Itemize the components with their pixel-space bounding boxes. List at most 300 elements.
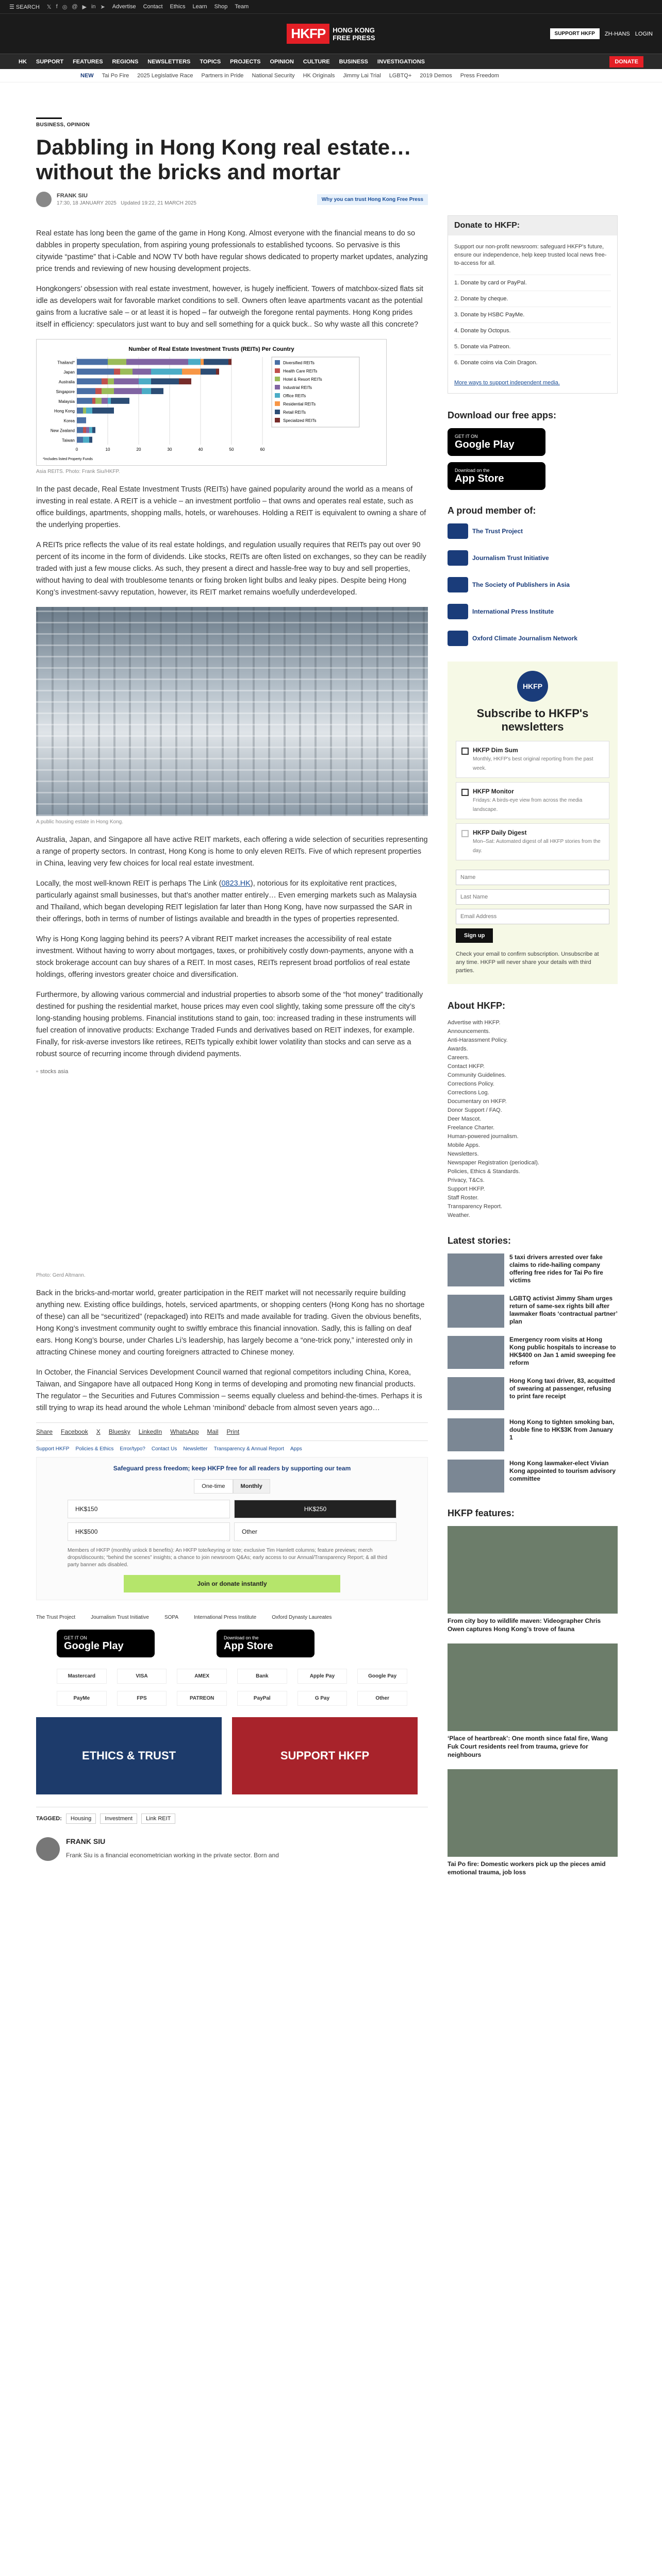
about-link[interactable]: Announcements. [448,1028,490,1035]
category-label: Taiwan [62,438,75,443]
nav-support[interactable]: SUPPORT [36,58,64,65]
frequency-toggle [47,1479,417,1494]
story-thumbnail[interactable] [448,1253,504,1286]
bar-segment [86,408,92,414]
nav-regions[interactable]: REGIONS [112,58,139,65]
payment-amex[interactable]: AMEX [177,1669,227,1684]
trending-item[interactable]: Press Freedom [460,72,499,79]
story-thumbnail[interactable] [448,1336,504,1369]
payment-applepay[interactable]: Apple Pay [297,1669,347,1684]
logo-sopa[interactable]: SOPA [164,1615,179,1620]
story-thumbnail[interactable] [448,1418,504,1451]
top-link-contact[interactable]: Contact [143,4,163,10]
paragraph: Australia, Japan, and Singapore all have active REIT markets, each offering a wide selection of securities representing a range of property sectors. In contrast, Hong Kong is home to only eleven REITs. Five of which represent properties in China, leaving very few choices for local real estate investment. [36,836,428,868]
sidebar [448,117,618,1887]
newsletter-check-note: Check your email to confirm subscription. Unsubscribe at any time. HKFP will never share your details with third parties. [456,951,599,974]
member-icon [448,523,468,539]
feature-image[interactable] [448,1769,618,1857]
about-link[interactable]: Deer Mascot. [448,1116,482,1122]
amount-option[interactable]: HK$500 [68,1522,230,1541]
trending-item[interactable]: 2019 Demos [420,72,452,79]
promo-banners [36,1717,428,1794]
support-link[interactable]: Error/typo? [120,1446,145,1452]
feature-title[interactable]: Tai Po fire: Domestic workers pick up the pieces amid emotional trauma, job loss [448,1860,606,1876]
legend-label: Industrial REITs [283,385,312,390]
badge-small: GET IT ON [455,434,478,439]
share-whatsapp[interactable]: WhatsApp [170,1428,199,1435]
paragraph: In the past decade, Real Estate Investment Trusts (REITs) have gained popularity around the world as a means of investing in real estate. A REIT is a vehicle – an investment portfolio – that owns and operates real estate, such as office buildings, apartments, shopping malls, hotels, or warehouses. Holding a REIT is equivalent to owning a share of the underlying properties. [36,485,426,529]
author-box-bio: Frank Siu is a financial econometrician working in the private sector. Born and [66,1852,279,1859]
facebook-icon[interactable]: f [56,3,58,10]
payment-gpay[interactable]: G Pay [297,1691,347,1706]
nav-topics[interactable]: TOPICS [200,58,221,65]
about-link[interactable]: Corrections Policy. [448,1081,494,1087]
support-link[interactable]: Support HKFP [36,1446,70,1452]
bar-segment [102,388,114,394]
member-logo[interactable] [448,523,618,539]
broken-image [36,1069,428,1075]
about-link[interactable]: Privacy, T&Cs. [448,1177,485,1183]
bar-segment [102,378,108,384]
site-logo[interactable] [287,24,375,44]
about-link[interactable]: Documentary on HKFP. [448,1098,507,1105]
category-label: Korea [63,418,75,423]
bar-segment [201,368,216,375]
legend-swatch [275,385,280,389]
proud-title: A proud member of: [448,505,536,516]
bar-segment [86,427,89,433]
story-title[interactable]: Hong Kong taxi driver, 83, acquitted of swearing at passenger, refusing to print fare receipt [509,1377,615,1400]
about-link[interactable]: Transparency Report. [448,1204,502,1210]
legend-label: Office REITs [283,394,306,398]
page-main [0,117,662,1887]
link-ticker[interactable]: 0823.HK [221,879,251,888]
signup-button[interactable]: Sign up [456,928,493,943]
payment-other[interactable]: Other [357,1691,407,1706]
ethics-banner[interactable]: ETHICS & TRUST [36,1717,222,1794]
top-links [112,4,249,10]
bar-segment [126,359,188,365]
nav-opinion[interactable]: OPINION [270,58,294,65]
bar-segment [188,359,201,365]
latest-story[interactable] [448,1460,618,1493]
payment-googlepay[interactable]: Google Pay [357,1669,407,1684]
nav-projects[interactable]: PROJECTS [230,58,261,65]
login-link[interactable]: LOGIN [635,30,653,37]
author-name[interactable]: FRANK SIU [57,193,88,199]
amount-option-selected[interactable]: HK$250 [234,1500,396,1518]
support-link[interactable]: Transparency & Annual Report [213,1446,284,1452]
badge-big: Google Play [64,1640,124,1652]
about-link[interactable]: Corrections Log. [448,1090,489,1096]
about-title: About HKFP: [448,1001,505,1011]
paragraph-part: Locally, the most well-known REIT is perhaps The Link ( [36,879,222,888]
category-label: Singapore [56,389,75,394]
newsletter-desc: Fridays: A birds-eye view from across the media landscape. [473,798,583,812]
feature-story[interactable] [448,1643,618,1759]
author-box-avatar[interactable] [36,1837,60,1861]
share-bluesky[interactable]: Bluesky [108,1428,130,1435]
top-link-ethics[interactable]: Ethics [170,4,186,10]
bar-segment [151,368,182,375]
share-print[interactable]: Print [226,1428,240,1435]
trending-item[interactable]: 2025 Legislative Race [137,72,193,79]
about-link[interactable]: Anti-Harassment Policy. [448,1037,508,1043]
logo-jti[interactable]: Journalism Trust Initiative [91,1615,149,1620]
name-input[interactable] [456,870,609,885]
trending-item[interactable]: HK Originals [303,72,335,79]
about-link[interactable]: Human-powered journalism. [448,1133,519,1140]
story-thumbnail[interactable] [448,1460,504,1493]
bar-segment [114,378,139,384]
paragraph: Real estate has long been the game of the game in Hong Kong. Almost everyone with the financial means to do so dabbles in property speculation, from aspiring young professionals to established tycoons. So pervasive is this citywide “pastime” that i-Cable and NOW TV both have regular shows dedicated to property market updates, analyzing price trends and reviewing of new housing development projects. [36,229,428,273]
social-icons [47,4,105,10]
story-thumbnail[interactable] [448,1377,504,1410]
logo-ipi[interactable]: International Press Institute [194,1615,257,1620]
newsletter-name: HKFP Dim Sum [473,747,518,754]
about-link[interactable]: Staff Roster. [448,1195,479,1201]
logo-text [333,26,375,42]
story-title[interactable]: LGBTQ activist Jimmy Sham urges return of same-sex rights bill after lawmaker floats ‘contractual partner’ plan [509,1295,618,1325]
trust-link[interactable]: Why you can trust Hong Kong Free Press [317,194,428,205]
stocks-image [36,1069,428,1269]
publish-date: 17:30, 18 JANUARY 2025 [57,200,117,206]
payment-paypal[interactable]: PayPal [237,1691,287,1706]
toggle-monthly[interactable]: Monthly [233,1479,270,1494]
member-name: The Trust Project [472,528,523,535]
bar-segment [83,437,89,443]
newsletter-badge: HKFP [517,671,548,702]
category-label: Thailand* [57,360,75,365]
latest-story[interactable] [448,1253,618,1286]
checkbox[interactable] [461,789,469,796]
more-ways-link[interactable]: More ways to support independent media. [454,380,560,386]
app-badges [57,1630,428,1657]
bar-segment [77,398,92,404]
about-link[interactable]: Policies, Ethics & Standards. [448,1168,520,1175]
feature-image[interactable] [448,1643,618,1731]
bar-segment [179,378,191,384]
bar-segment [83,427,86,433]
x-tick-label: 60 [260,447,265,452]
share-link[interactable]: Share [36,1428,53,1435]
latest-stories [448,1253,618,1493]
nav-donate-button[interactable]: DONATE [609,56,643,67]
legend-swatch [275,368,280,373]
payment-bank[interactable]: Bank [237,1669,287,1684]
join-donate-button[interactable]: Join or donate instantly [124,1575,340,1592]
latest-story[interactable] [448,1377,618,1410]
member-logos [448,523,618,646]
app-store-badge[interactable] [448,462,545,490]
feature-story[interactable] [448,1526,618,1633]
member-logo[interactable] [448,631,618,646]
amount-option[interactable]: HK$150 [68,1500,230,1518]
logo-trust-project[interactable]: The Trust Project [36,1615,76,1620]
language-switch[interactable]: ZH-HANS [604,30,630,37]
bar-segment [151,378,179,384]
story-thumbnail[interactable] [448,1295,504,1328]
feature-title[interactable]: From city boy to wildlife maven: Videographer Chris Owen captures Hong Kong’s trove of fauna [448,1617,601,1633]
donate-option[interactable]: 2. Donate by cheque. [454,291,611,307]
toggle-one-time[interactable]: One-time [194,1479,233,1494]
share-linkedin[interactable]: LinkedIn [138,1428,162,1435]
paragraph: Hongkongers’ obsession with real estate investment, however, is hugely inefficient. Towers of matchbox-sized flats sit idle as developers wait for favorable market conditions to sell. Owners often leave apartments vacant as the potential gains from a lucrative sale – or at least it is hoped – far outweigh the foregone rental payments. Hong Kong prides itself in efficiency: speculators just want to buy and sell something for a quick buck.. So why waste all this concrete? [36,285,423,329]
latest-story[interactable] [448,1295,618,1328]
about-link[interactable]: Mobile Apps. [448,1142,480,1148]
bar-segment [92,427,95,433]
x-tick-label: 40 [198,447,203,452]
header-actions [550,28,653,39]
bar-segment [108,359,126,365]
byline-text [57,193,196,206]
bar-segment [201,359,204,365]
nav-business[interactable]: BUSINESS [339,58,368,65]
bar-segment [204,359,228,365]
bar-segment [89,437,92,443]
support-link[interactable]: Apps [290,1446,302,1452]
support-links [36,1446,428,1452]
paragraph: In October, the Financial Services Development Council warned that regional competitors including China, Korea, Taiwan, and Singapore have all outpaced Hong Kong in terms of developing and promoting new financial products. The regulator – the Securities and Futures Commission – seems equally clueless and behind-the-times. Perhaps it is still trying to wrap its head around the whole Lehman ‘minibond’ debacle from almost seven years ago… [36,1368,422,1412]
x-tick-label: 20 [136,447,141,452]
newsletter-option[interactable] [456,741,609,778]
top-bar [0,0,662,13]
last-name-input[interactable] [456,889,609,905]
share-facebook[interactable]: Facebook [61,1428,88,1435]
legend-label: Specialized REITs [283,418,317,423]
payment-payme[interactable]: PayMe [57,1691,107,1706]
tag[interactable]: Link REIT [141,1814,175,1824]
bar-segment [108,378,114,384]
app-store-badge[interactable] [217,1630,315,1657]
paragraph: Furthermore, by allowing various commercial and industrial properties to absorb some of the “hot money” traditionally destined for pushing the residential market, house prices may even cool slightly, taking some pressure off the city’s long-standing housing problems. Financial institutions stand to gain, too: increased trading in these instruments will fuel creation of innovative products: Exchange Traded Funds and derivatives based on REIT indexes, for example. Finally, for risk-averse investors like retirees, REITs typically exhibit lower volatility than stocks and can serve as a robust source of recurring income through dividend payments. [36,991,423,1058]
share-mail[interactable]: Mail [207,1428,219,1435]
feature-image[interactable] [448,1526,618,1614]
amount-options [68,1500,396,1541]
support-link[interactable]: Newsletter [183,1446,208,1452]
author-avatar[interactable] [36,192,52,207]
about-link[interactable]: Weather. [448,1212,470,1218]
donate-option[interactable]: 6. Donate coins via Coin Dragon. [454,354,611,370]
category-label: Hong Kong [54,409,75,414]
x-tick-label: 30 [167,447,172,452]
paragraph-part: ), notorious for its exploitative rent practices, particularly against small businesses, but that’s another matter entirely… Even emerging markets such as Malaysia and Thailand, which began developing REIT legislation far later than Hong Kong, have now surpassed the SAR in their offerings, both in terms of number of listings available and breadth in the types of properties represented. [36,879,417,923]
about-link[interactable]: Contact HKFP. [448,1063,485,1070]
member-logo[interactable] [448,577,618,592]
instagram-icon[interactable]: ◎ [62,4,68,10]
apps-title: Download our free apps: [448,410,557,420]
broken-image-icon: ▫ [36,1069,38,1075]
member-logo[interactable] [448,604,618,619]
paragraph [36,878,428,925]
top-link-shop[interactable]: Shop [214,4,228,10]
bar-segment [139,378,151,384]
story-title[interactable]: 5 taxi drivers arrested over fake claims to ride-hailing company offering free rides for Tai Po fire victims [509,1253,603,1284]
bar-segment [133,368,151,375]
bar-segment [92,408,114,414]
feature-story[interactable] [448,1769,618,1876]
latest-story[interactable] [448,1336,618,1369]
top-link-learn[interactable]: Learn [192,4,207,10]
legend-swatch [275,393,280,398]
features-title: HKFP features: [448,1508,515,1518]
bar-segment [77,368,114,375]
tags-label: TAGGED: [36,1816,62,1822]
bar-segment [77,388,95,394]
payment-mastercard[interactable]: Mastercard [57,1669,107,1684]
legend-swatch [275,401,280,406]
payment-patreon[interactable]: PATREON [177,1691,227,1706]
newsletter-option[interactable] [456,782,609,819]
legend-swatch [275,418,280,422]
legend-label: Health Care REITs [283,369,318,374]
photo-caption: A public housing estate in Hong Kong. [36,819,124,825]
feature-title[interactable]: ‘Place of heartbreak’: One month since fatal fire, Wang Fuk Court residents reel from trauma, grieve for neighbours [448,1735,608,1758]
main-nav [0,54,662,69]
member-name: Journalism Trust Initiative [472,554,549,562]
legend-swatch [275,410,280,414]
logo-oxford[interactable]: Oxford Dynasty Laureates [272,1615,332,1620]
nav-hk[interactable]: HK [19,58,27,65]
category-label: Australia [58,380,75,385]
linkedin-icon[interactable]: in [91,3,96,10]
about-link[interactable]: Newsletters. [448,1151,479,1157]
logo-name-2: FREE PRESS [333,33,375,42]
checkbox[interactable] [461,748,469,755]
bar-segment [114,388,142,394]
latest-story[interactable] [448,1418,618,1451]
telegram-icon[interactable]: ➤ [100,4,105,10]
category-label: Malaysia [58,399,75,404]
bar-segment [77,408,83,414]
legend-label: Hotel & Resort REITs [283,377,322,382]
author-box-name[interactable]: FRANK SIU [66,1837,106,1845]
google-play-badge[interactable] [57,1630,155,1657]
about-link[interactable]: Support HKFP. [448,1186,485,1192]
updated-date: Updated 19:22, 21 MARCH 2025 [121,200,196,206]
support-link[interactable]: Contact Us [151,1446,177,1452]
article-category[interactable]: BUSINESS, OPINION [36,117,62,128]
about-link[interactable]: Advertise with HKFP. [448,1020,501,1026]
donate-option[interactable]: 5. Donate via Patreon. [454,338,611,354]
about-link[interactable]: Freelance Charter. [448,1125,495,1131]
bar-segment [92,398,95,404]
legend-swatch [275,377,280,381]
bar-segment [102,398,108,404]
member-name: The Society of Publishers in Asia [472,581,570,588]
member-icon [448,604,468,619]
story-title[interactable]: Hong Kong lawmaker-elect Vivian Kong appointed to tourism advisory committee [509,1460,616,1482]
payment-methods [57,1669,407,1706]
trending-item[interactable]: National Security [252,72,295,79]
footer-logos [36,1615,428,1620]
donate-box [448,215,618,394]
support-link[interactable]: Policies & Ethics [75,1446,114,1452]
tag[interactable]: Housing [66,1814,96,1824]
newsletter-box [448,662,618,984]
article-dates [57,200,196,206]
member-logo[interactable] [448,550,618,566]
donate-option[interactable]: 3. Donate by HSBC PayMe. [454,307,611,323]
about-link[interactable]: Careers. [448,1055,470,1061]
support-banner[interactable]: SUPPORT HKFP [232,1717,418,1794]
about-link[interactable]: Donor Support / FAQ. [448,1107,502,1113]
payment-fps[interactable]: FPS [117,1691,167,1706]
nav-culture[interactable]: CULTURE [303,58,330,65]
x-icon[interactable]: 𝕏 [46,4,52,10]
about-link[interactable]: Awards. [448,1046,468,1052]
top-link-advertise[interactable]: Advertise [112,4,136,10]
bar-segment [114,368,120,375]
story-title[interactable]: Hong Kong to tighten smoking ban, double fine to HK$3K from January 1 [509,1418,615,1441]
nav-newsletters[interactable]: NEWSLETTERS [147,58,191,65]
bar-segment [95,398,102,404]
bar-segment [182,368,201,375]
payment-visa[interactable]: VISA [117,1669,167,1684]
youtube-icon[interactable]: ▶ [82,4,87,10]
share-bar [36,1422,428,1441]
legend-swatch [275,360,280,365]
threads-icon[interactable]: @ [72,3,78,10]
nav-features[interactable]: FEATURES [73,58,103,65]
chart-title: Number of Real Estate Investment Trusts (REITs) Per Country [128,346,294,352]
about-link[interactable]: Community Guidelines. [448,1072,506,1078]
share-x[interactable]: X [96,1428,101,1435]
google-play-badge[interactable] [448,428,545,456]
trending-item[interactable]: Partners in Pride [201,72,244,79]
donate-option[interactable]: 1. Donate by card or PayPal. [454,275,611,291]
housing-estate-photo [36,607,428,816]
legend-box [272,357,359,427]
newsletter-desc: Mon–Sat: Automated digest of all HKFP stories from the day. [473,839,601,854]
donate-option[interactable]: 4. Donate by Octopus. [454,323,611,338]
amount-option[interactable]: Other [234,1522,396,1541]
search-link[interactable]: ☰ SEARCH [9,4,40,10]
logo-name-1: HONG KONG [333,26,375,34]
reit-chart-svg [41,344,382,461]
trending-item[interactable]: Tai Po Fire [102,72,129,79]
trending-item[interactable]: LGBTQ+ [389,72,412,79]
support-hkfp-button[interactable]: SUPPORT HKFP [550,28,600,39]
about-link[interactable]: Newspaper Registration (periodical). [448,1160,539,1166]
bar-segment [77,437,83,443]
donation-widget [36,1457,428,1600]
top-link-team[interactable]: Team [235,4,249,10]
checkbox[interactable] [461,830,469,837]
tag[interactable]: Investment [100,1814,137,1824]
trending-label: NEW [80,72,94,79]
tags [36,1807,428,1824]
paragraph: A REITs price reflects the value of its real estate holdings, and regulation usually requires that REITs pay out over 90 percent of its income in the form of dividends. Like stocks, REITs are often listed on exchanges, so they can be readily traded with just a few mouse clicks. As such, they present a direct and hassle-free way to buy and sell properties, without having to deal with troublesome tenants or fixing broken light bulbs and leaky pipes. Despite being Hong Kong’s investment-savvy reputation, however, its REIT market remains woefully underdeveloped. [36,541,426,597]
nav-investigations[interactable]: INVESTIGATIONS [377,58,425,65]
byline [36,192,428,212]
trending-item[interactable]: Jimmy Lai Trial [343,72,381,79]
newsletter-option[interactable] [456,823,609,860]
photo-caption-2: Photo: Gerd Altmann. [36,1273,86,1278]
donate-options [454,275,611,370]
trending-bar [0,69,662,82]
newsletter-title: Subscribe to HKFP's newsletters [476,707,589,733]
badge-small: Download on the [455,468,490,473]
story-title[interactable]: Emergency room visits at Hong Kong public hospitals to increase to HK$400 on Jan 1 amid sweeping fee reform [509,1336,616,1366]
member-icon [448,631,468,646]
paragraph: Why is Hong Kong lagging behind its peers? A vibrant REIT market increases the accessibility of real estate investment. Without having to worry about mortgages, taxes, or prohibitively costly down-payments, anyone with a stock brokerage account can buy shares of a REIT. In most cases, REITs represent broad portfolios of real estate holdings, offering investors greater choice and diversification. [36,935,413,979]
latest-title: Latest stories: [448,1235,511,1246]
email-input[interactable] [456,909,609,924]
author-box [36,1837,428,1870]
badge-big: Google Play [455,439,515,450]
bar-segment [216,368,219,375]
